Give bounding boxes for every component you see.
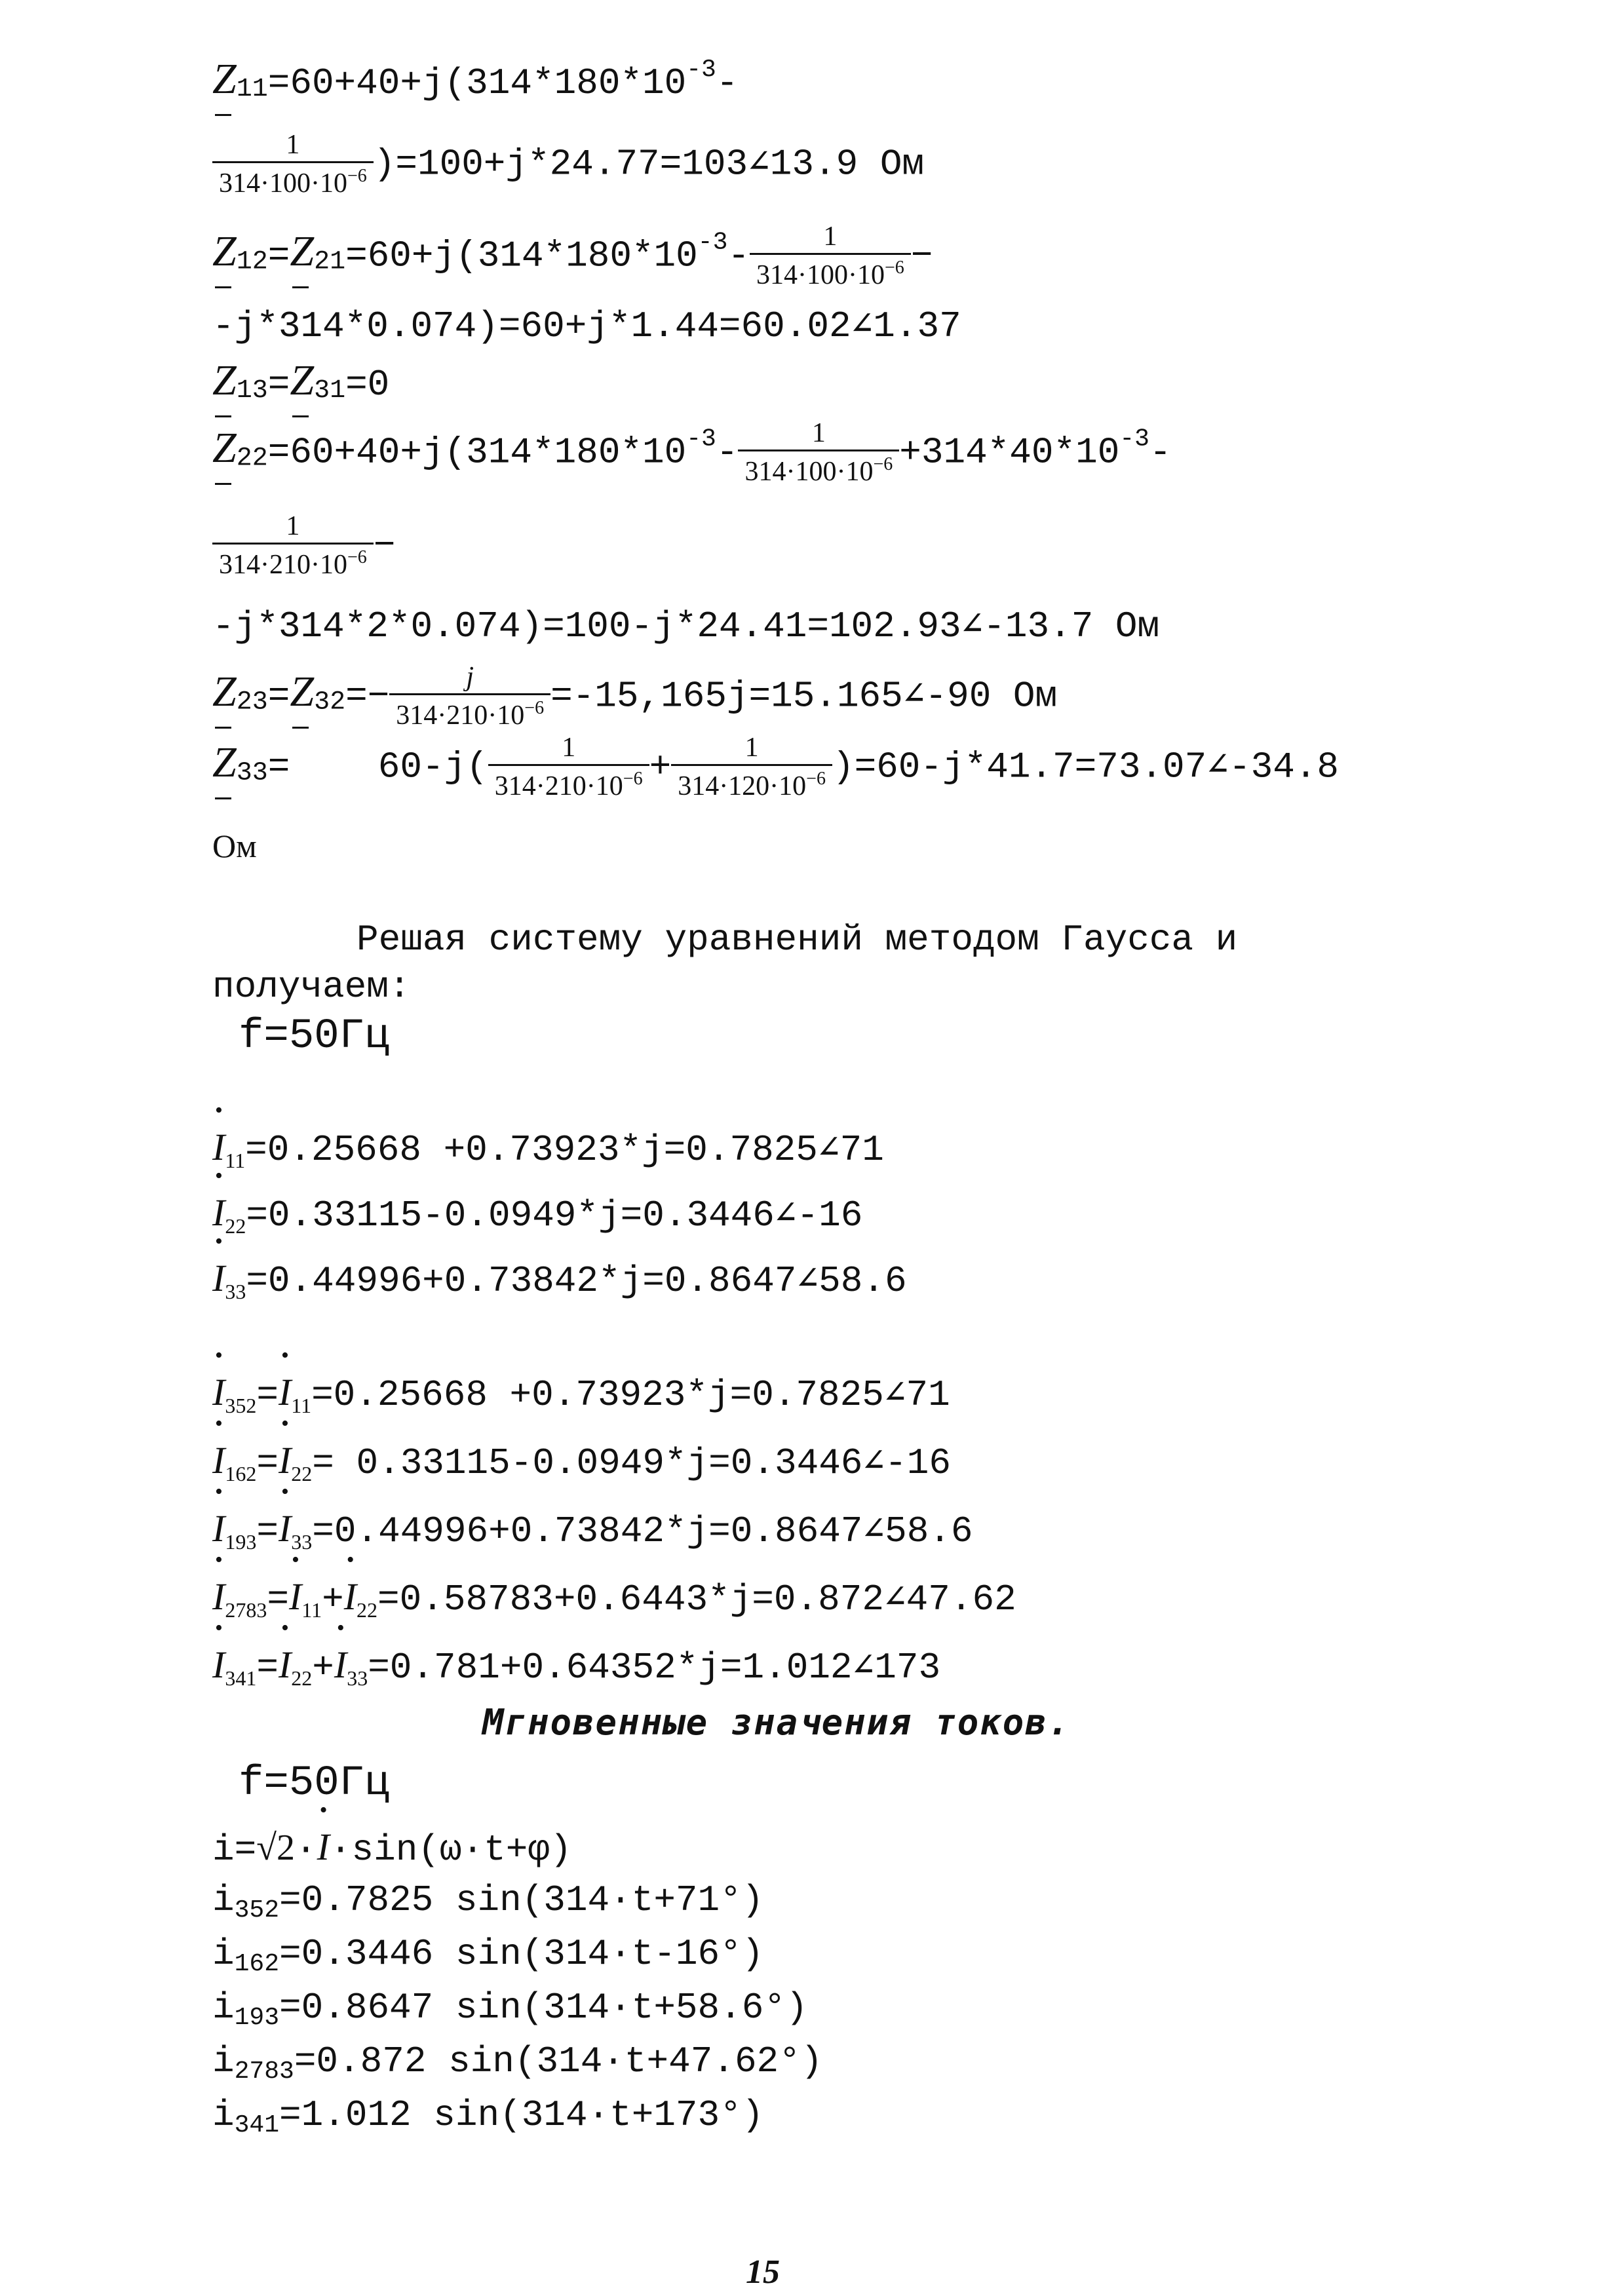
z22b-fraction	[212, 512, 374, 579]
branch-current-row	[212, 1507, 973, 1554]
branch-current-row	[212, 1643, 941, 1690]
formula-dot: ·	[294, 1829, 317, 1871]
loop-current-value: =0.33115-0.0949*j=0.3446∠-16	[246, 1195, 863, 1236]
z12-line: $Z12=Z21=60+j(314*180*10^{-3}-$ $\frac{1}{314\cdot 100\cdot 10^{-6}}$ −	[212, 221, 933, 290]
inst-sub: 341	[234, 2111, 280, 2139]
z22-fraction	[738, 419, 899, 486]
formula-rest: ·sin(ω·t+φ)	[329, 1829, 572, 1871]
formula-current-symbol	[317, 1828, 330, 1866]
z12-minus: -	[727, 235, 750, 277]
z23-pre: =−	[345, 675, 390, 718]
frequency-label-2: f=50Гц	[239, 1760, 390, 1807]
z33-frac1-den-base: 314·210·10	[494, 771, 623, 801]
z22-frac-den-base: 314·100·10	[744, 457, 874, 487]
z33-frac1-num: 1	[562, 733, 576, 763]
z23-frac-den	[389, 693, 550, 729]
branch-current-value: =0.44996+0.73842*j=0.8647∠58.6	[312, 1510, 973, 1552]
gauss-text-line2: получаем:	[212, 966, 411, 1008]
current-symbol-sub: 22	[225, 1214, 246, 1238]
current-symbol	[278, 1643, 313, 1690]
current-symbol-sub: 33	[225, 1280, 246, 1303]
z33-plus: +	[649, 746, 672, 788]
inst-sub: 193	[234, 2004, 280, 2032]
z22b-frac-den-exp: −6	[347, 547, 367, 567]
z11-pre: =60+40+j(314*180*10	[267, 62, 687, 104]
z22-tail: -	[1149, 431, 1172, 474]
loop-current-row	[212, 1259, 907, 1302]
z13-symbol: Z	[212, 356, 237, 404]
current-symbol-sub: 11	[291, 1394, 312, 1417]
z33-sub: 33	[236, 758, 268, 788]
z11-frac-den-exp: −6	[347, 166, 367, 186]
z33-frac1-den	[488, 764, 649, 800]
current-symbol-sub: 11	[225, 1149, 246, 1172]
inst-symbol: i	[212, 1987, 235, 2029]
current-symbol-sub: 162	[225, 1462, 257, 1485]
branch-current-row	[212, 1575, 1016, 1622]
current-symbol	[212, 1439, 257, 1485]
loop-current-row	[212, 1191, 863, 1238]
z13-sub: 13	[236, 376, 268, 406]
z23-frac-den-exp: −6	[524, 698, 545, 718]
current-symbol	[279, 1373, 311, 1416]
z31-sub: 31	[314, 376, 346, 406]
instantaneous-row	[212, 1989, 808, 2031]
inst-symbol: i	[212, 1933, 235, 1975]
current-symbol-letter: I	[212, 1507, 225, 1550]
current-symbol-sub: 341	[225, 1666, 257, 1690]
current-symbol-sub: 193	[225, 1530, 257, 1554]
current-symbol	[334, 1643, 368, 1690]
current-symbol	[343, 1575, 378, 1622]
instantaneous-formula	[212, 1826, 572, 1871]
current-symbol-letter: I	[278, 1643, 292, 1686]
z22-frac-den-exp: −6	[873, 454, 893, 474]
frequency-label-1: f=50Гц	[239, 1013, 390, 1060]
z33-frac2-den-exp: −6	[806, 769, 826, 789]
current-symbol-letter: I	[212, 1439, 225, 1482]
current-symbol-letter: I	[212, 1257, 225, 1299]
branch-current-value: =0.781+0.64352*j=1.012∠173	[368, 1647, 941, 1689]
current-symbol	[278, 1439, 313, 1485]
z22b-frac-num: 1	[286, 511, 300, 541]
branch-current-row	[212, 1373, 950, 1416]
loop-current-row	[212, 1128, 884, 1171]
z22-exp2: -3	[1119, 425, 1149, 453]
z23-line: Z23=Z32=− $\frac{j}{314\cdot 210\cdot 10^{-6}}$ =-15,165j=15.165∠-90 Ом	[212, 662, 1058, 731]
equals-sign: =	[256, 1510, 279, 1552]
current-symbol	[212, 1373, 256, 1416]
z11-frac-num: 1	[286, 130, 300, 160]
z22-frac-num: 1	[811, 418, 826, 448]
z13-post: =0	[345, 364, 390, 406]
plus-sign: +	[322, 1578, 344, 1620]
z12-frac-den	[750, 253, 911, 289]
branch-current-value: =0.58783+0.6443*j=0.872∠47.62	[377, 1578, 1016, 1620]
z12-exp: -3	[697, 228, 728, 257]
current-symbol-sub: 33	[347, 1666, 368, 1690]
z23-fraction	[389, 663, 550, 729]
equals-sign: =	[256, 1442, 279, 1484]
z11-line2	[212, 131, 924, 197]
z22-line2	[212, 512, 395, 579]
z22b-frac-den-base: 314·210·10	[219, 550, 347, 580]
z22-line	[212, 419, 1172, 486]
current-symbol-sub: 33	[291, 1530, 313, 1554]
branch-current-row	[212, 1439, 951, 1485]
branch-current-value: =0.25668 +0.73923*j=0.7825∠71	[311, 1374, 950, 1416]
inst-value: =0.872 sin(314·t+47.62°)	[294, 2040, 823, 2082]
current-symbol	[212, 1643, 257, 1690]
inst-symbol: i	[212, 2094, 235, 2136]
z22-line3: -j*314*2*0.074)=100-j*24.41=102.93∠-13.7 Ом	[212, 605, 1160, 647]
current-symbol-letter: I	[212, 1371, 225, 1413]
current-symbol-letter: I	[343, 1575, 357, 1618]
page-number: 15	[746, 2253, 780, 2291]
instantaneous-row	[212, 2040, 823, 2086]
z21-symbol: Z	[290, 227, 315, 276]
branch-current-value: = 0.33115-0.0949*j=0.3446∠-16	[312, 1442, 951, 1484]
current-symbol	[278, 1507, 313, 1554]
z22-symbol: Z	[212, 424, 237, 472]
current-symbol-sub: 352	[225, 1394, 257, 1417]
z11-sub: 11	[236, 75, 268, 104]
z22-mid: +314*40*10	[899, 431, 1120, 474]
z22b-frac-den	[212, 543, 374, 579]
current-symbol-sub: 11	[301, 1598, 322, 1622]
z12-frac-den-exp: −6	[884, 258, 904, 278]
inst-value: =1.012 sin(314·t+173°)	[279, 2094, 764, 2136]
z12-symbol: Z	[212, 227, 237, 276]
inst-symbol: i	[212, 2040, 235, 2082]
z22-sub: 22	[236, 444, 268, 474]
current-symbol-sub: 2783	[225, 1598, 267, 1622]
z21-sub: 21	[314, 247, 346, 277]
z33-fraction2	[671, 734, 832, 800]
z33-post: )=60-j*41.7=73.07∠-34.8	[832, 746, 1340, 788]
z11-fraction	[212, 131, 374, 197]
equals-sign: =	[256, 1647, 279, 1689]
z11-exp: -3	[686, 56, 716, 84]
z33-frac2-num: 1	[744, 733, 759, 763]
z11-tail: -	[716, 62, 739, 104]
equals-sign: =	[256, 1374, 279, 1416]
formula-sqrt: √2	[256, 1827, 295, 1868]
z22-minus: -	[716, 431, 739, 474]
instantaneous-row	[212, 1933, 764, 1978]
z22-frac-den	[738, 450, 899, 486]
inst-symbol: i	[212, 1879, 235, 1921]
current-symbol-letter: I	[212, 1191, 225, 1234]
current-symbol-letter: I	[278, 1371, 292, 1413]
z23-post: =-15,165j=15.165∠-90 Ом	[550, 675, 1058, 718]
current-symbol-letter: I	[212, 1126, 225, 1168]
z11-frac-den	[212, 161, 374, 197]
z11-symbol: Z	[212, 55, 237, 103]
current-symbol-letter: I	[334, 1643, 347, 1686]
z23-symbol: Z	[212, 668, 237, 716]
current-symbol	[212, 1507, 257, 1554]
current-symbol	[288, 1575, 322, 1622]
z12-pre: =60+j(314*180*10	[345, 235, 698, 277]
z11-frac-den-base: 314·100·10	[219, 168, 347, 199]
current-symbol-letter: I	[278, 1439, 292, 1482]
z11-line	[212, 55, 739, 104]
gauss-text-line1: Решая систему уравнений методом Гаусса и	[357, 919, 1238, 961]
z22b-post: −	[373, 524, 396, 567]
instantaneous-row	[212, 1879, 764, 1924]
current-symbol-letter: I	[278, 1507, 292, 1550]
z22-pre: =60+40+j(314*180*10	[267, 431, 687, 474]
formula-current-letter: I	[317, 1826, 330, 1868]
z33-line	[212, 734, 1339, 800]
formula-lhs: i=	[212, 1829, 257, 1871]
current-symbol	[212, 1575, 267, 1622]
loop-current-value: =0.25668 +0.73923*j=0.7825∠71	[245, 1129, 884, 1171]
inst-value: =0.8647 sin(314·t+58.6°)	[279, 1987, 808, 2029]
inst-value: =0.7825 sin(314·t+71°)	[279, 1879, 764, 1921]
current-symbol-sub: 22	[291, 1462, 313, 1485]
current-symbol	[212, 1259, 246, 1302]
z23-frac-den-base: 314·210·10	[396, 700, 525, 731]
current-symbol-letter: I	[288, 1575, 302, 1618]
z33-unit: Ом	[212, 828, 257, 864]
z33-frac2-den-base: 314·120·10	[678, 771, 807, 801]
z32-sub: 32	[314, 687, 346, 718]
z11-result: )=100+j*24.77=103∠13.9 Ом	[373, 143, 925, 185]
z12-sub: 12	[236, 247, 268, 277]
plus-sign: +	[312, 1647, 334, 1689]
z23-frac-num: j	[466, 662, 474, 692]
instantaneous-row	[212, 2094, 764, 2139]
z33-frac2-den	[671, 764, 832, 800]
z12-post: −	[910, 235, 933, 277]
inst-sub: 162	[234, 1950, 280, 1978]
inst-value: =0.3446 sin(314·t-16°)	[279, 1933, 764, 1975]
loop-current-value: =0.44996+0.73842*j=0.8647∠58.6	[246, 1260, 907, 1302]
z33-pre: = 60-j(	[267, 746, 488, 788]
z31-symbol: Z	[290, 356, 315, 404]
z12-line2: -j*314*0.074)=60+j*1.44=60.02∠1.37	[212, 305, 961, 347]
current-symbol-sub: 22	[291, 1666, 313, 1690]
z13-line: Z13=Z31=0	[212, 356, 390, 406]
z23-sub: 23	[236, 687, 268, 718]
z33-fraction1	[488, 734, 649, 800]
current-symbol-letter: I	[212, 1643, 225, 1686]
z22-exp: -3	[686, 425, 716, 453]
z33-symbol: Z	[212, 738, 237, 787]
equals-sign: =	[267, 1578, 289, 1620]
section-title: Мгновенные значения токов.	[482, 1702, 1071, 1743]
inst-sub: 2783	[234, 2057, 294, 2086]
z12-fraction	[750, 223, 911, 289]
z12-frac-num: 1	[823, 221, 838, 252]
current-symbol-sub: 22	[357, 1598, 378, 1622]
z12-frac-den-base: 314·100·10	[756, 260, 885, 290]
z32-symbol: Z	[290, 668, 315, 716]
inst-sub: 352	[234, 1896, 280, 1924]
z33-frac1-den-exp: −6	[623, 769, 643, 789]
current-symbol-letter: I	[212, 1575, 225, 1618]
